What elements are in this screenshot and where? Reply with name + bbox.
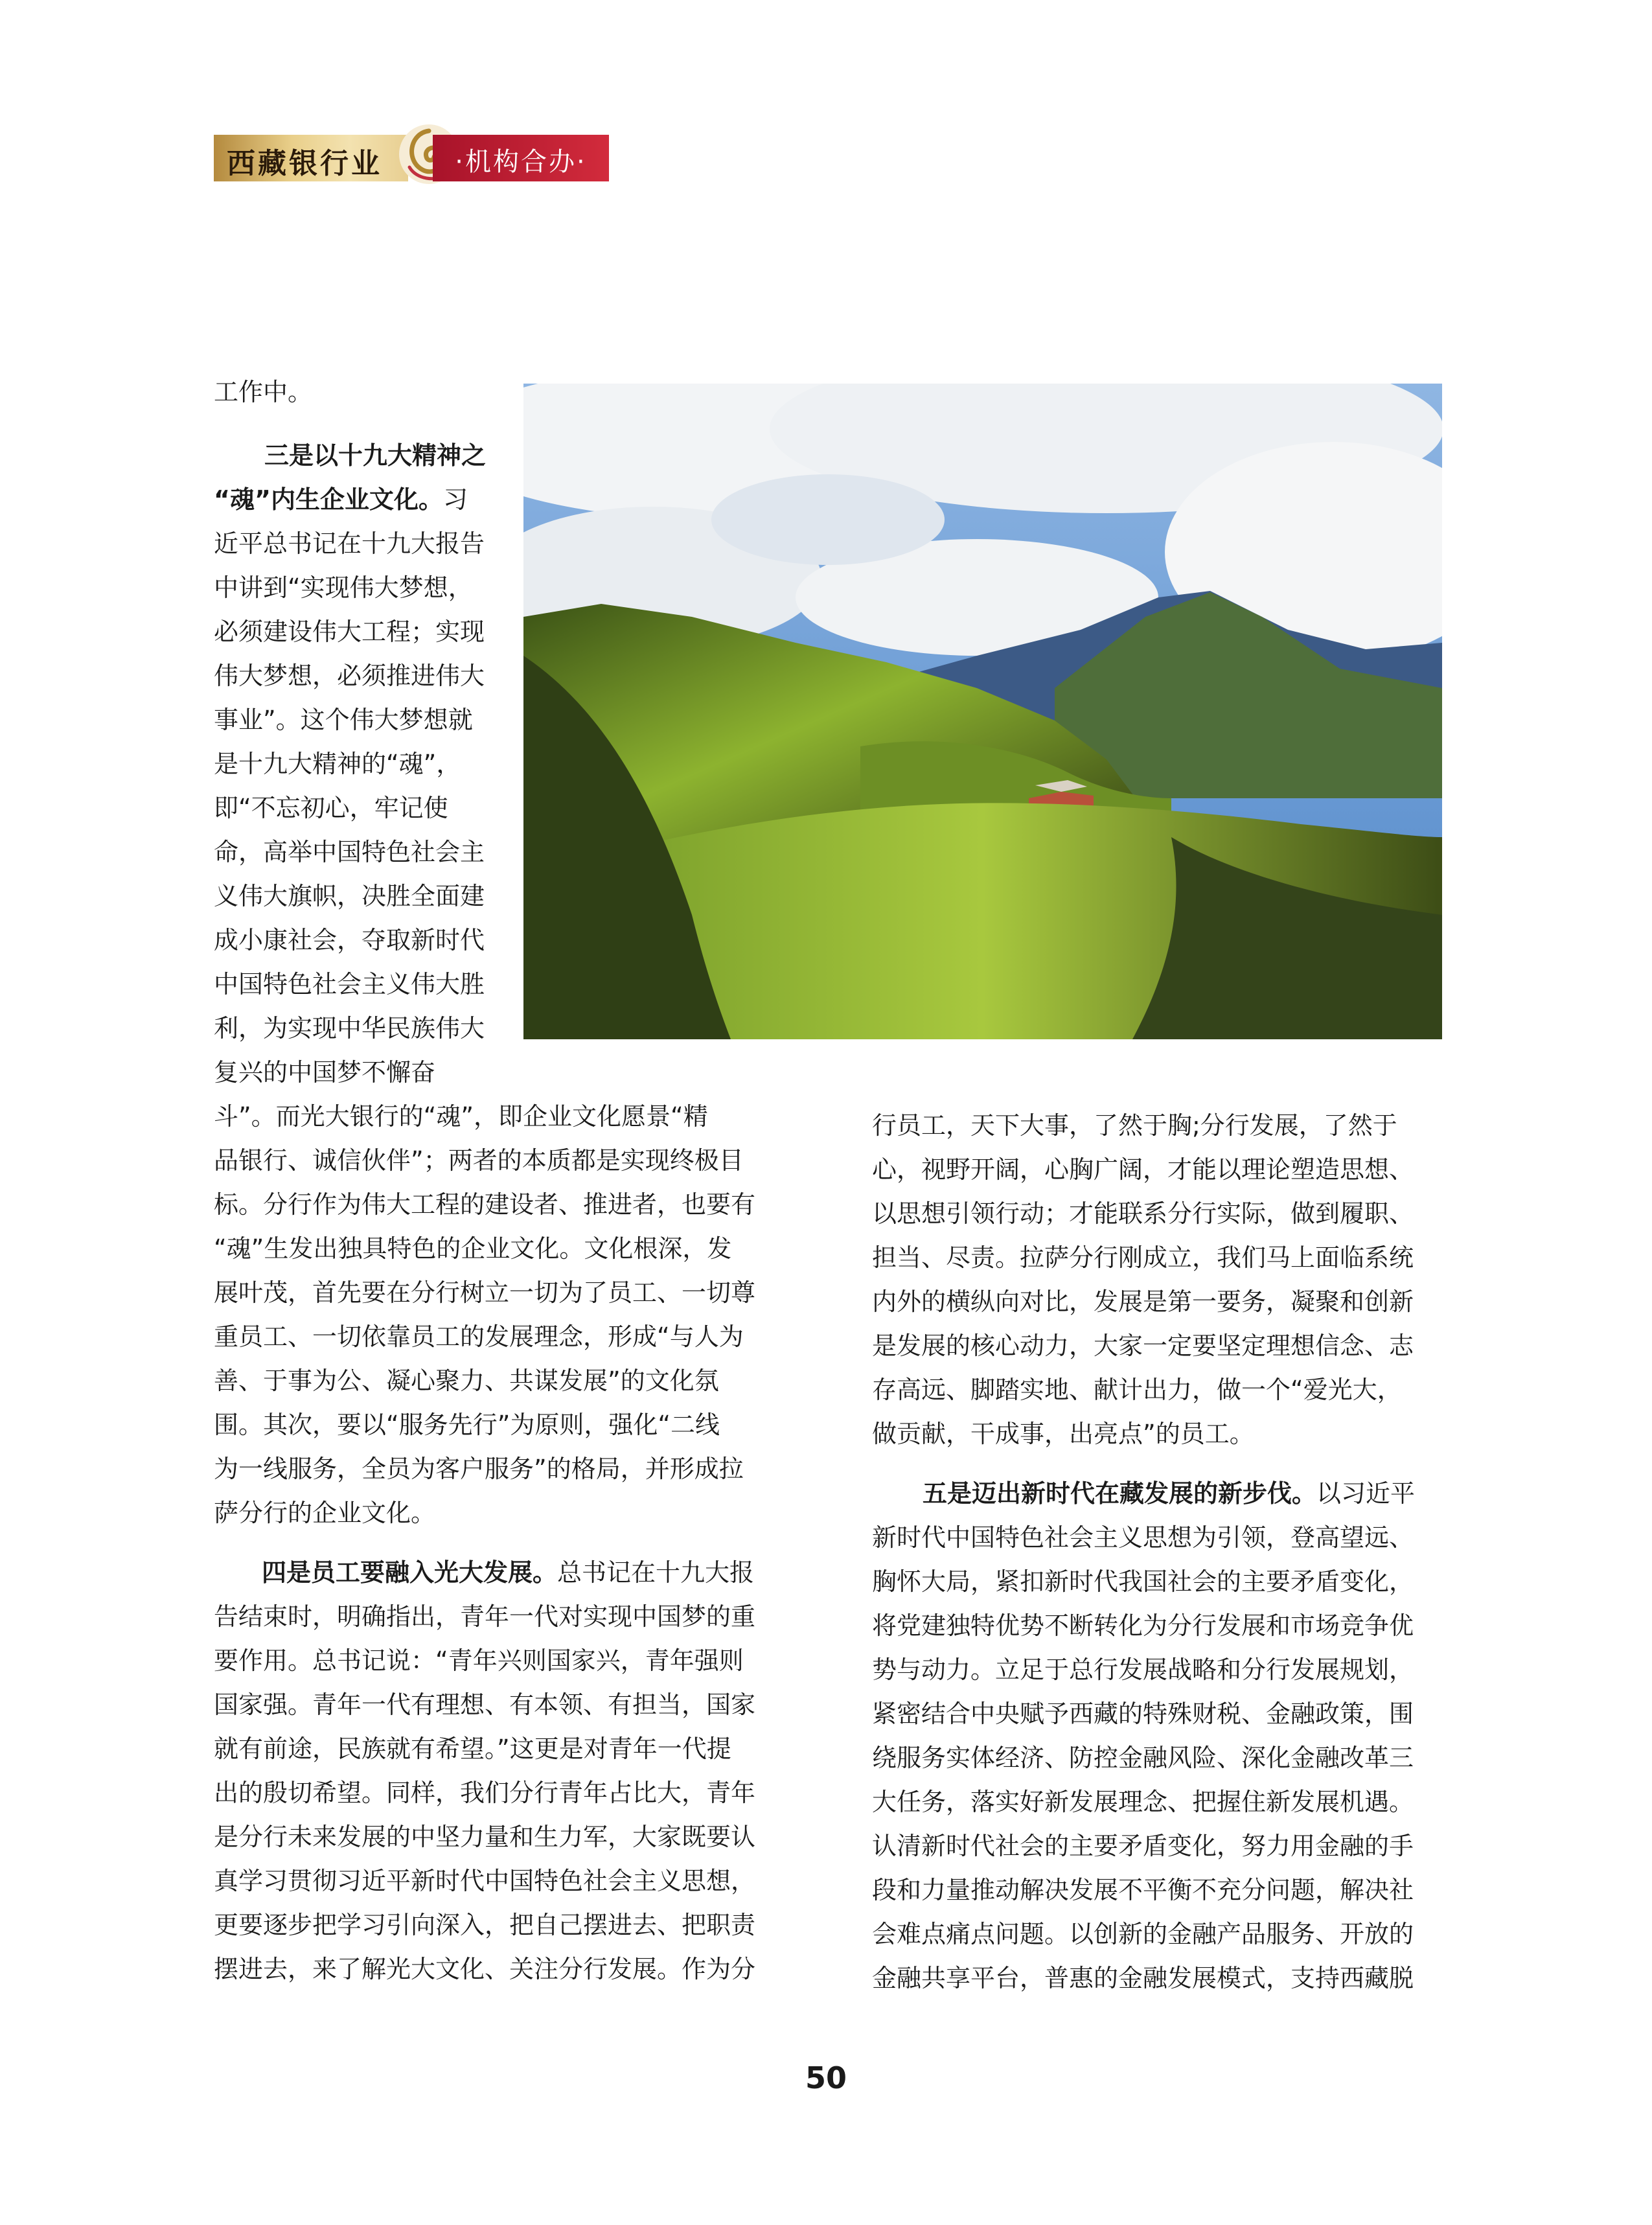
text-line: 四是员工要融入光大发展。总书记在十九大报 xyxy=(262,1558,755,1587)
text-line: 内外的横纵向对比，发展是第一要务，凝聚和创新 xyxy=(872,1287,1414,1316)
text-line: 是发展的核心动力，大家一定要坚定理想信念、志 xyxy=(872,1332,1414,1360)
text-line: 以思想引领行动；才能联系分行实际，做到履职、 xyxy=(872,1199,1414,1228)
text-line: 标。分行作为伟大工程的建设者、推进者，也要有 xyxy=(214,1190,756,1219)
text-line: 必须建设伟大工程；实现 xyxy=(214,617,485,646)
text-line: 绕服务实体经济、防控金融风险、深化金融改革三 xyxy=(872,1744,1414,1772)
text-line: 围。其次，要以“服务先行”为原则，强化“二线 xyxy=(214,1411,720,1439)
text-line: “魂”内生企业文化。习 xyxy=(214,485,468,514)
publication-banner xyxy=(214,135,408,181)
text-line: 为一线服务，全员为客户服务”的格局，并形成拉 xyxy=(214,1455,744,1483)
text-line: 真学习贯彻习近平新时代中国特色社会主义思想， xyxy=(214,1867,756,1895)
text-line: 存高远、脚踏实地、献计出力，做一个“爱光大， xyxy=(872,1376,1402,1404)
text-line: 中讲到“实现伟大梦想， xyxy=(214,573,473,602)
text-line: 三是以十九大精神之 xyxy=(264,441,487,470)
section-label-banner xyxy=(433,135,609,181)
text-line: 义伟大旗帜，决胜全面建 xyxy=(214,882,485,910)
text-line: 新时代中国特色社会主义思想为引领，登高望远、 xyxy=(872,1523,1414,1552)
text-line: 摆进去，来了解光大文化、关注分行发展。作为分 xyxy=(214,1955,756,1983)
section-header xyxy=(214,135,609,181)
section-label: ·机构合办· xyxy=(455,147,587,177)
text-line: 利，为实现中华民族伟大 xyxy=(214,1014,485,1043)
text-line: 做贡献，干成事，出亮点”的员工。 xyxy=(872,1420,1254,1448)
text-line: 近平总书记在十九大报告 xyxy=(214,529,485,558)
text-line: 萨分行的企业文化。 xyxy=(214,1499,436,1527)
text-line: 担当、尽责。拉萨分行刚成立，我们马上面临系统 xyxy=(872,1243,1414,1272)
text-line: 是十九大精神的“魂”， xyxy=(214,750,461,778)
text-line: 要作用。总书记说：“青年兴则国家兴，青年强则 xyxy=(214,1646,744,1675)
text-line: 是分行未来发展的中坚力量和生力军，大家既要认 xyxy=(214,1823,756,1851)
text-line: 紧密结合中央赋予西藏的特殊财税、金融政策，围 xyxy=(872,1700,1414,1728)
mountain-landscape-photo-icon xyxy=(523,384,1442,1039)
text-line: 中国特色社会主义伟大胜 xyxy=(214,970,485,998)
text-line: 展叶茂，首先要在分行树立一切为了员工、一切尊 xyxy=(214,1278,756,1307)
text-line: 重员工、一切依靠员工的发展理念，形成“与人为 xyxy=(214,1322,744,1351)
text-line: 认清新时代社会的主要矛盾变化，努力用金融的手 xyxy=(872,1832,1414,1860)
text-line: 工作中。 xyxy=(214,378,313,406)
text-line: 行员工，天下大事，了然于胸;分行发展，了然于 xyxy=(872,1111,1397,1140)
text-line: 胸怀大局，紧扣新时代我国社会的主要矛盾变化， xyxy=(872,1567,1414,1596)
text-line: 即“不忘初心，牢记使 xyxy=(214,794,448,822)
page-number: 50 xyxy=(805,2060,847,2095)
text-line: 就有前途，民族就有希望。”这更是对青年一代提 xyxy=(214,1735,731,1763)
text-line: 会难点痛点问题。以创新的金融产品服务、开放的 xyxy=(872,1920,1414,1948)
text-line: 善、于事为公、凝心聚力、共谋发展”的文化氛 xyxy=(214,1366,719,1395)
text-line: 伟大梦想，必须推进伟大 xyxy=(214,662,485,690)
text-line: 金融共享平台，普惠的金融发展模式，支持西藏脱 xyxy=(872,1964,1414,1992)
publication-name: 西藏银行业 xyxy=(227,147,382,180)
text-line: 出的殷切希望。同样，我们分行青年占比大，青年 xyxy=(214,1779,756,1807)
text-line: 五是迈出新时代在藏发展的新步伐。以习近平 xyxy=(923,1479,1416,1508)
text-line: 告结束时，明确指出，青年一代对实现中国梦的重 xyxy=(214,1602,756,1631)
text-line: 事业”。这个伟大梦想就 xyxy=(214,706,473,734)
text-line: 命，高举中国特色社会主 xyxy=(214,838,485,866)
text-line: 复兴的中国梦不懈奋 xyxy=(214,1058,436,1087)
text-line: 斗”。而光大银行的“魂”，即企业文化愿景“精 xyxy=(214,1102,708,1131)
text-line: 将党建独特优势不断转化为分行发展和市场竞争优 xyxy=(872,1611,1414,1640)
text-line: 势与动力。立足于总行发展战略和分行发展规划， xyxy=(872,1655,1414,1684)
text-line: 更要逐步把学习引向深入，把自己摆进去、把职责 xyxy=(214,1911,756,1939)
text-line: 国家强。青年一代有理想、有本领、有担当，国家 xyxy=(214,1690,756,1719)
text-line: “魂”生发出独具特色的企业文化。文化根深，发 xyxy=(214,1234,732,1263)
text-line: 品银行、诚信伙伴”；两者的本质都是实现终极目 xyxy=(214,1146,744,1175)
text-line: 心，视野开阔，心胸广阔，才能以理论塑造思想、 xyxy=(872,1155,1414,1184)
landscape-photo xyxy=(523,384,1442,1039)
text-line: 大任务，落实好新发展理念、把握住新发展机遇。 xyxy=(872,1788,1414,1816)
text-line: 段和力量推动解决发展不平衡不充分问题，解决社 xyxy=(872,1876,1414,1904)
text-line: 成小康社会，夺取新时代 xyxy=(214,926,485,954)
